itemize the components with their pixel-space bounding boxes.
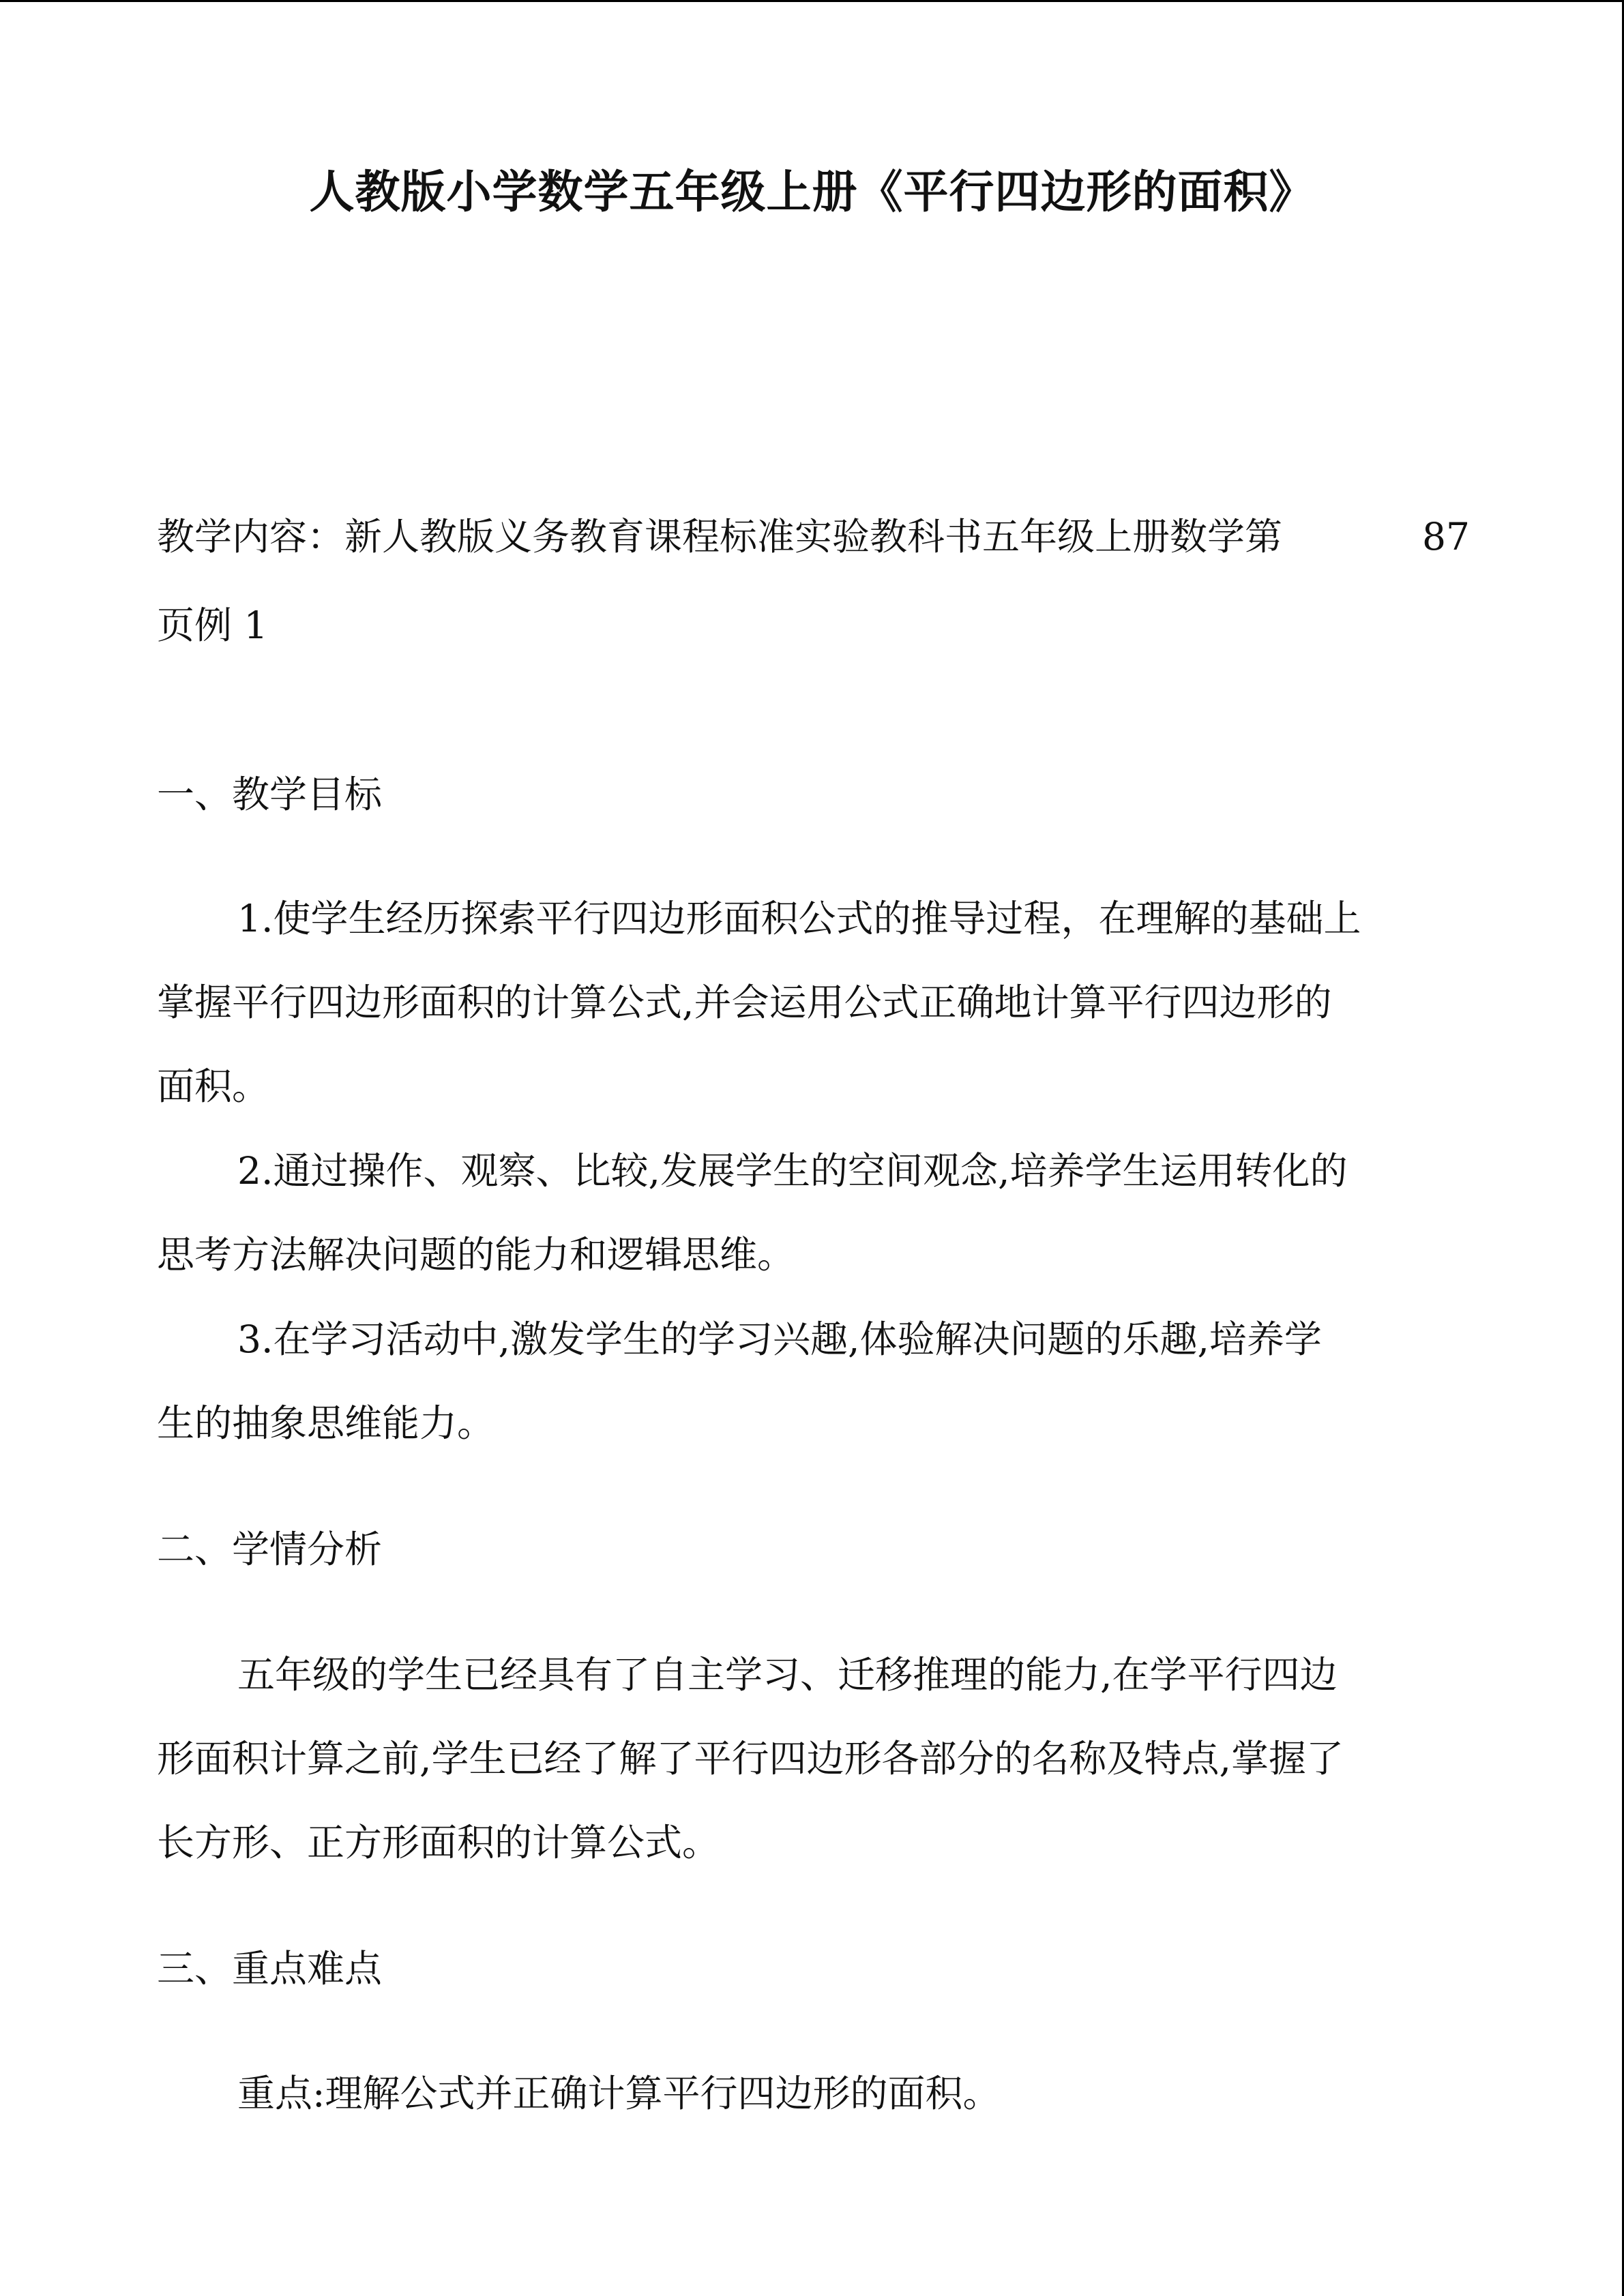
teaching-content-line — [157, 506, 1470, 567]
analysis-line-2: 形面积计算之前,学生已经了解了平行四边形各部分的名称及特点,掌握了 — [157, 1737, 1344, 1780]
objective-1-line-3: 面积。 — [157, 1064, 270, 1108]
document-title: 人教版小学数学五年级上册《平行四边形的面积》 — [309, 166, 1315, 218]
teaching-content-page: 87 — [1422, 515, 1470, 558]
teaching-content-tail: 页例 1 — [157, 603, 268, 647]
page-border-top — [0, 0, 1624, 2]
analysis-line-3: 长方形、正方形面积的计算公式。 — [157, 1821, 720, 1864]
objective-1-line-1: 1.使学生经历探索平行四边形面积公式的推导过程，在理解的基础上 — [237, 897, 1361, 940]
section-heading-key-points: 三、重点难点 — [157, 1947, 383, 1991]
objective-3-line-1: 3.在学习活动中,激发学生的学习兴趣,体验解决问题的乐趣,培养学 — [237, 1317, 1322, 1361]
teaching-content-label: 教学内容：新人教版义务教育课程标准实验教科书五年级上册数学第 — [157, 515, 1283, 558]
section-heading-analysis: 二、学情分析 — [157, 1527, 383, 1571]
objective-3-line-2: 生的抽象思维能力。 — [157, 1401, 495, 1445]
objective-2-line-2: 思考方法解决问题的能力和逻辑思维。 — [157, 1233, 795, 1277]
key-point-line: 重点:理解公式并正确计算平行四边形的面积。 — [237, 2072, 1001, 2115]
analysis-line-1: 五年级的学生已经具有了自主学习、迁移推理的能力,在学平行四边 — [237, 1653, 1338, 1697]
objective-2-line-1: 2.通过操作、观察、比较,发展学生的空间观念,培养学生运用转化的 — [237, 1149, 1348, 1193]
objective-1-line-2: 掌握平行四边形面积的计算公式,并会运用公式正确地计算平行四边形的 — [157, 981, 1332, 1024]
section-heading-objectives: 一、教学目标 — [157, 773, 383, 816]
